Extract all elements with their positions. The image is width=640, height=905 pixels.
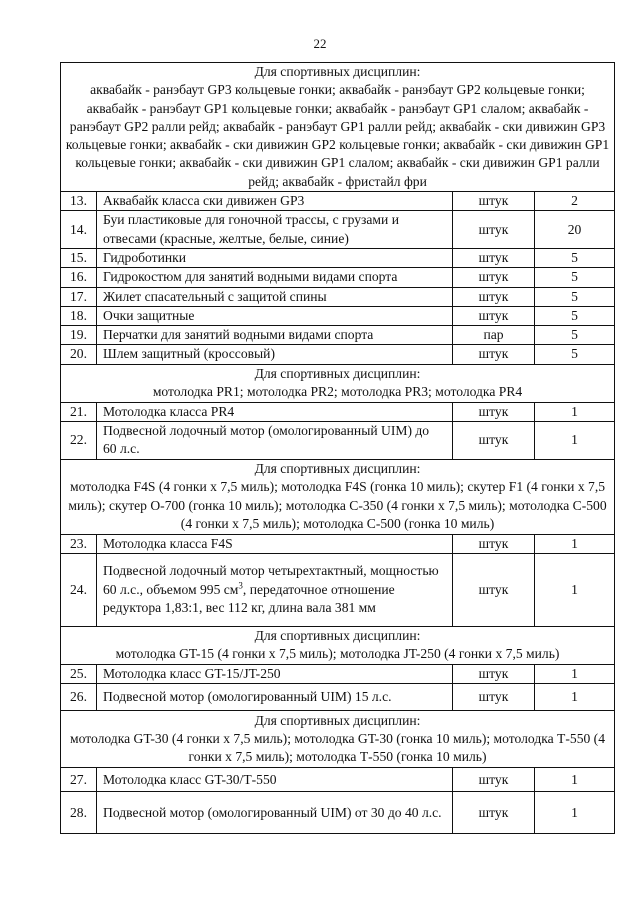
item-unit: штук bbox=[453, 553, 535, 626]
item-unit: штук bbox=[453, 664, 535, 683]
section-title: Для спортивных дисциплин: bbox=[254, 461, 421, 477]
item-unit: штук bbox=[453, 422, 535, 460]
table-row bbox=[61, 684, 615, 711]
section-disciplines: мотолодка PR1; мотолодка PR2; мотолодка PR3; мотолодка PR4 bbox=[152, 384, 523, 400]
item-name: Жилет спасательный с защитой спины bbox=[97, 287, 453, 306]
table-row bbox=[61, 211, 615, 249]
item-name: Буи пластиковые для гоночной трассы, с грузами и отвесами (красные, желтые, белые, синие) bbox=[97, 211, 453, 249]
table-row bbox=[61, 534, 615, 553]
row-number: 21. bbox=[61, 402, 97, 421]
section-disciplines: мотолодка GT-30 (4 гонки х 7,5 миль); мотолодка GT-30 (гонка 10 миль); мотолодка Т-550 (4 гонки х 7,5 миль); мотолодка Т-550 (гонка 10 миль) bbox=[70, 731, 606, 765]
section-header-row bbox=[61, 63, 615, 192]
item-name: Гидроботинки bbox=[97, 248, 453, 267]
item-name: Очки защитные bbox=[97, 306, 453, 325]
page-number: 22 bbox=[313, 36, 327, 51]
row-number: 16. bbox=[61, 268, 97, 287]
table-row bbox=[61, 402, 615, 421]
section-header bbox=[61, 626, 615, 664]
item-unit: штук bbox=[453, 402, 535, 421]
row-number: 25. bbox=[61, 664, 97, 683]
item-name: Гидрокостюм для занятий водными видами спорта bbox=[97, 268, 453, 287]
table-row bbox=[61, 326, 615, 345]
item-name: Подвесной мотор (омологированный UIM) 15 л.с. bbox=[97, 684, 453, 711]
section-disciplines: мотолодка F4S (4 гонки х 7,5 миль); мотолодка F4S (гонка 10 миль); скутер F1 (4 гонки х 7,5 миль); скутер О-700 (гонка 10 миль); мотолодка С-350 (4 гонки х 7,5 миль); мотолодка С-500 (4 гонки х 7,5 миль); мотолодка С-500 (гонка 10 миль) bbox=[68, 479, 607, 531]
table-row bbox=[61, 287, 615, 306]
table-row bbox=[61, 768, 615, 792]
row-number: 18. bbox=[61, 306, 97, 325]
section-header bbox=[61, 63, 615, 192]
item-quantity: 20 bbox=[535, 211, 615, 249]
item-quantity: 5 bbox=[535, 287, 615, 306]
section-header-row bbox=[61, 459, 615, 534]
item-quantity: 5 bbox=[535, 326, 615, 345]
item-unit: штук bbox=[453, 287, 535, 306]
table-row bbox=[61, 306, 615, 325]
item-name: Подвесной мотор (омологированный UIM) от 30 до 40 л.с. bbox=[97, 792, 453, 834]
item-name: Мотолодка класса F4S bbox=[97, 534, 453, 553]
item-unit: штук bbox=[453, 268, 535, 287]
item-quantity: 5 bbox=[535, 345, 615, 364]
row-number: 23. bbox=[61, 534, 97, 553]
section-header-row bbox=[61, 626, 615, 664]
item-unit: штук bbox=[453, 684, 535, 711]
section-title: Для спортивных дисциплин: bbox=[254, 64, 421, 79]
table-row bbox=[61, 268, 615, 287]
table-row bbox=[61, 792, 615, 834]
section-header bbox=[61, 711, 615, 768]
item-name: Перчатки для занятий водными видами спорта bbox=[97, 326, 453, 345]
item-quantity: 1 bbox=[535, 792, 615, 834]
item-unit: штук bbox=[453, 192, 535, 211]
row-number: 19. bbox=[61, 326, 97, 345]
equipment-table bbox=[60, 62, 615, 834]
item-unit: штук bbox=[453, 792, 535, 834]
superscript-3: 3 bbox=[238, 580, 243, 591]
section-title: Для спортивных дисциплин: bbox=[254, 628, 421, 644]
section-header-row bbox=[61, 711, 615, 768]
item-name: Мотолодка класс GT-30/Т-550 bbox=[97, 768, 453, 792]
item-unit: штук bbox=[453, 345, 535, 364]
row-number: 22. bbox=[61, 422, 97, 460]
table-row bbox=[61, 192, 615, 211]
section-disciplines: мотолодка GT-15 (4 гонки х 7,5 миль); мотолодка JT-250 (4 гонки х 7,5 миль) bbox=[115, 646, 560, 662]
item-name: Мотолодка класса PR4 bbox=[97, 402, 453, 421]
item-quantity: 5 bbox=[535, 306, 615, 325]
row-number: 14. bbox=[61, 211, 97, 249]
item-quantity: 1 bbox=[535, 534, 615, 553]
item-unit: пар bbox=[453, 326, 535, 345]
item-quantity: 1 bbox=[535, 553, 615, 626]
row-number: 26. bbox=[61, 684, 97, 711]
item-quantity: 1 bbox=[535, 402, 615, 421]
section-title: Для спортивных дисциплин: bbox=[254, 365, 421, 381]
item-name-text-cont: , передаточное отношение редуктора 1,83:1, вес 112 кг, длина вала 381 мм bbox=[103, 581, 395, 616]
item-quantity: 1 bbox=[535, 664, 615, 683]
table-row bbox=[61, 345, 615, 364]
row-number: 15. bbox=[61, 248, 97, 267]
item-name: Мотолодка класс GT-15/JT-250 bbox=[97, 664, 453, 683]
item-quantity: 5 bbox=[535, 268, 615, 287]
table-row bbox=[61, 248, 615, 267]
item-name-text: Подвесной лодочный мотор четырехтактный, мощностью 60 л.с., объемом 995 см bbox=[103, 563, 439, 597]
item-name bbox=[97, 553, 453, 626]
table-row bbox=[61, 664, 615, 683]
item-quantity: 5 bbox=[535, 248, 615, 267]
item-quantity: 2 bbox=[535, 192, 615, 211]
row-number: 13. bbox=[61, 192, 97, 211]
item-unit: штук bbox=[453, 211, 535, 249]
item-unit: штук bbox=[453, 768, 535, 792]
section-header bbox=[61, 364, 615, 402]
item-name: Подвесной лодочный мотор (омологированный UIM) до 60 л.с. bbox=[97, 422, 453, 460]
row-number: 20. bbox=[61, 345, 97, 364]
section-header bbox=[61, 459, 615, 534]
row-number: 24. bbox=[61, 553, 97, 626]
item-quantity: 1 bbox=[535, 768, 615, 792]
row-number: 28. bbox=[61, 792, 97, 834]
item-quantity: 1 bbox=[535, 684, 615, 711]
item-name: Шлем защитный (кроссовый) bbox=[97, 345, 453, 364]
item-unit: штук bbox=[453, 534, 535, 553]
item-unit: штук bbox=[453, 306, 535, 325]
section-title: Для спортивных дисциплин: bbox=[254, 712, 421, 728]
section-header-row bbox=[61, 364, 615, 402]
item-unit: штук bbox=[453, 248, 535, 267]
item-quantity: 1 bbox=[535, 422, 615, 460]
table-row bbox=[61, 422, 615, 460]
item-name: Аквабайк класса ски дивижен GP3 bbox=[97, 192, 453, 211]
section-disciplines: аквабайк - ранэбаут GP3 кольцевые гонки; аквабайк - ранэбаут GP2 кольцевые гонки; аквабайк - ранэбаут GP1 кольцевые гонки; аквабайк - ранэбаут GP1 слалом; аквабайк - ранэбаут GP2 ралли рейд; аквабайк - ранэбаут GP1 ралли рейд; аквабайк - ски дивижин GP3 кольцевые гонки; аквабайк - ски дивижин GP2 кольцевые гонки; аквабайк - ски дивижин GP1 кольцевые гонки; аквабайк - ски дивижин GP1 слалом; аквабайк - ски дивижин GP1 ралли рейд; аквабайк - фристайл фри bbox=[65, 82, 610, 189]
table-row bbox=[61, 553, 615, 626]
row-number: 27. bbox=[61, 768, 97, 792]
row-number: 17. bbox=[61, 287, 97, 306]
